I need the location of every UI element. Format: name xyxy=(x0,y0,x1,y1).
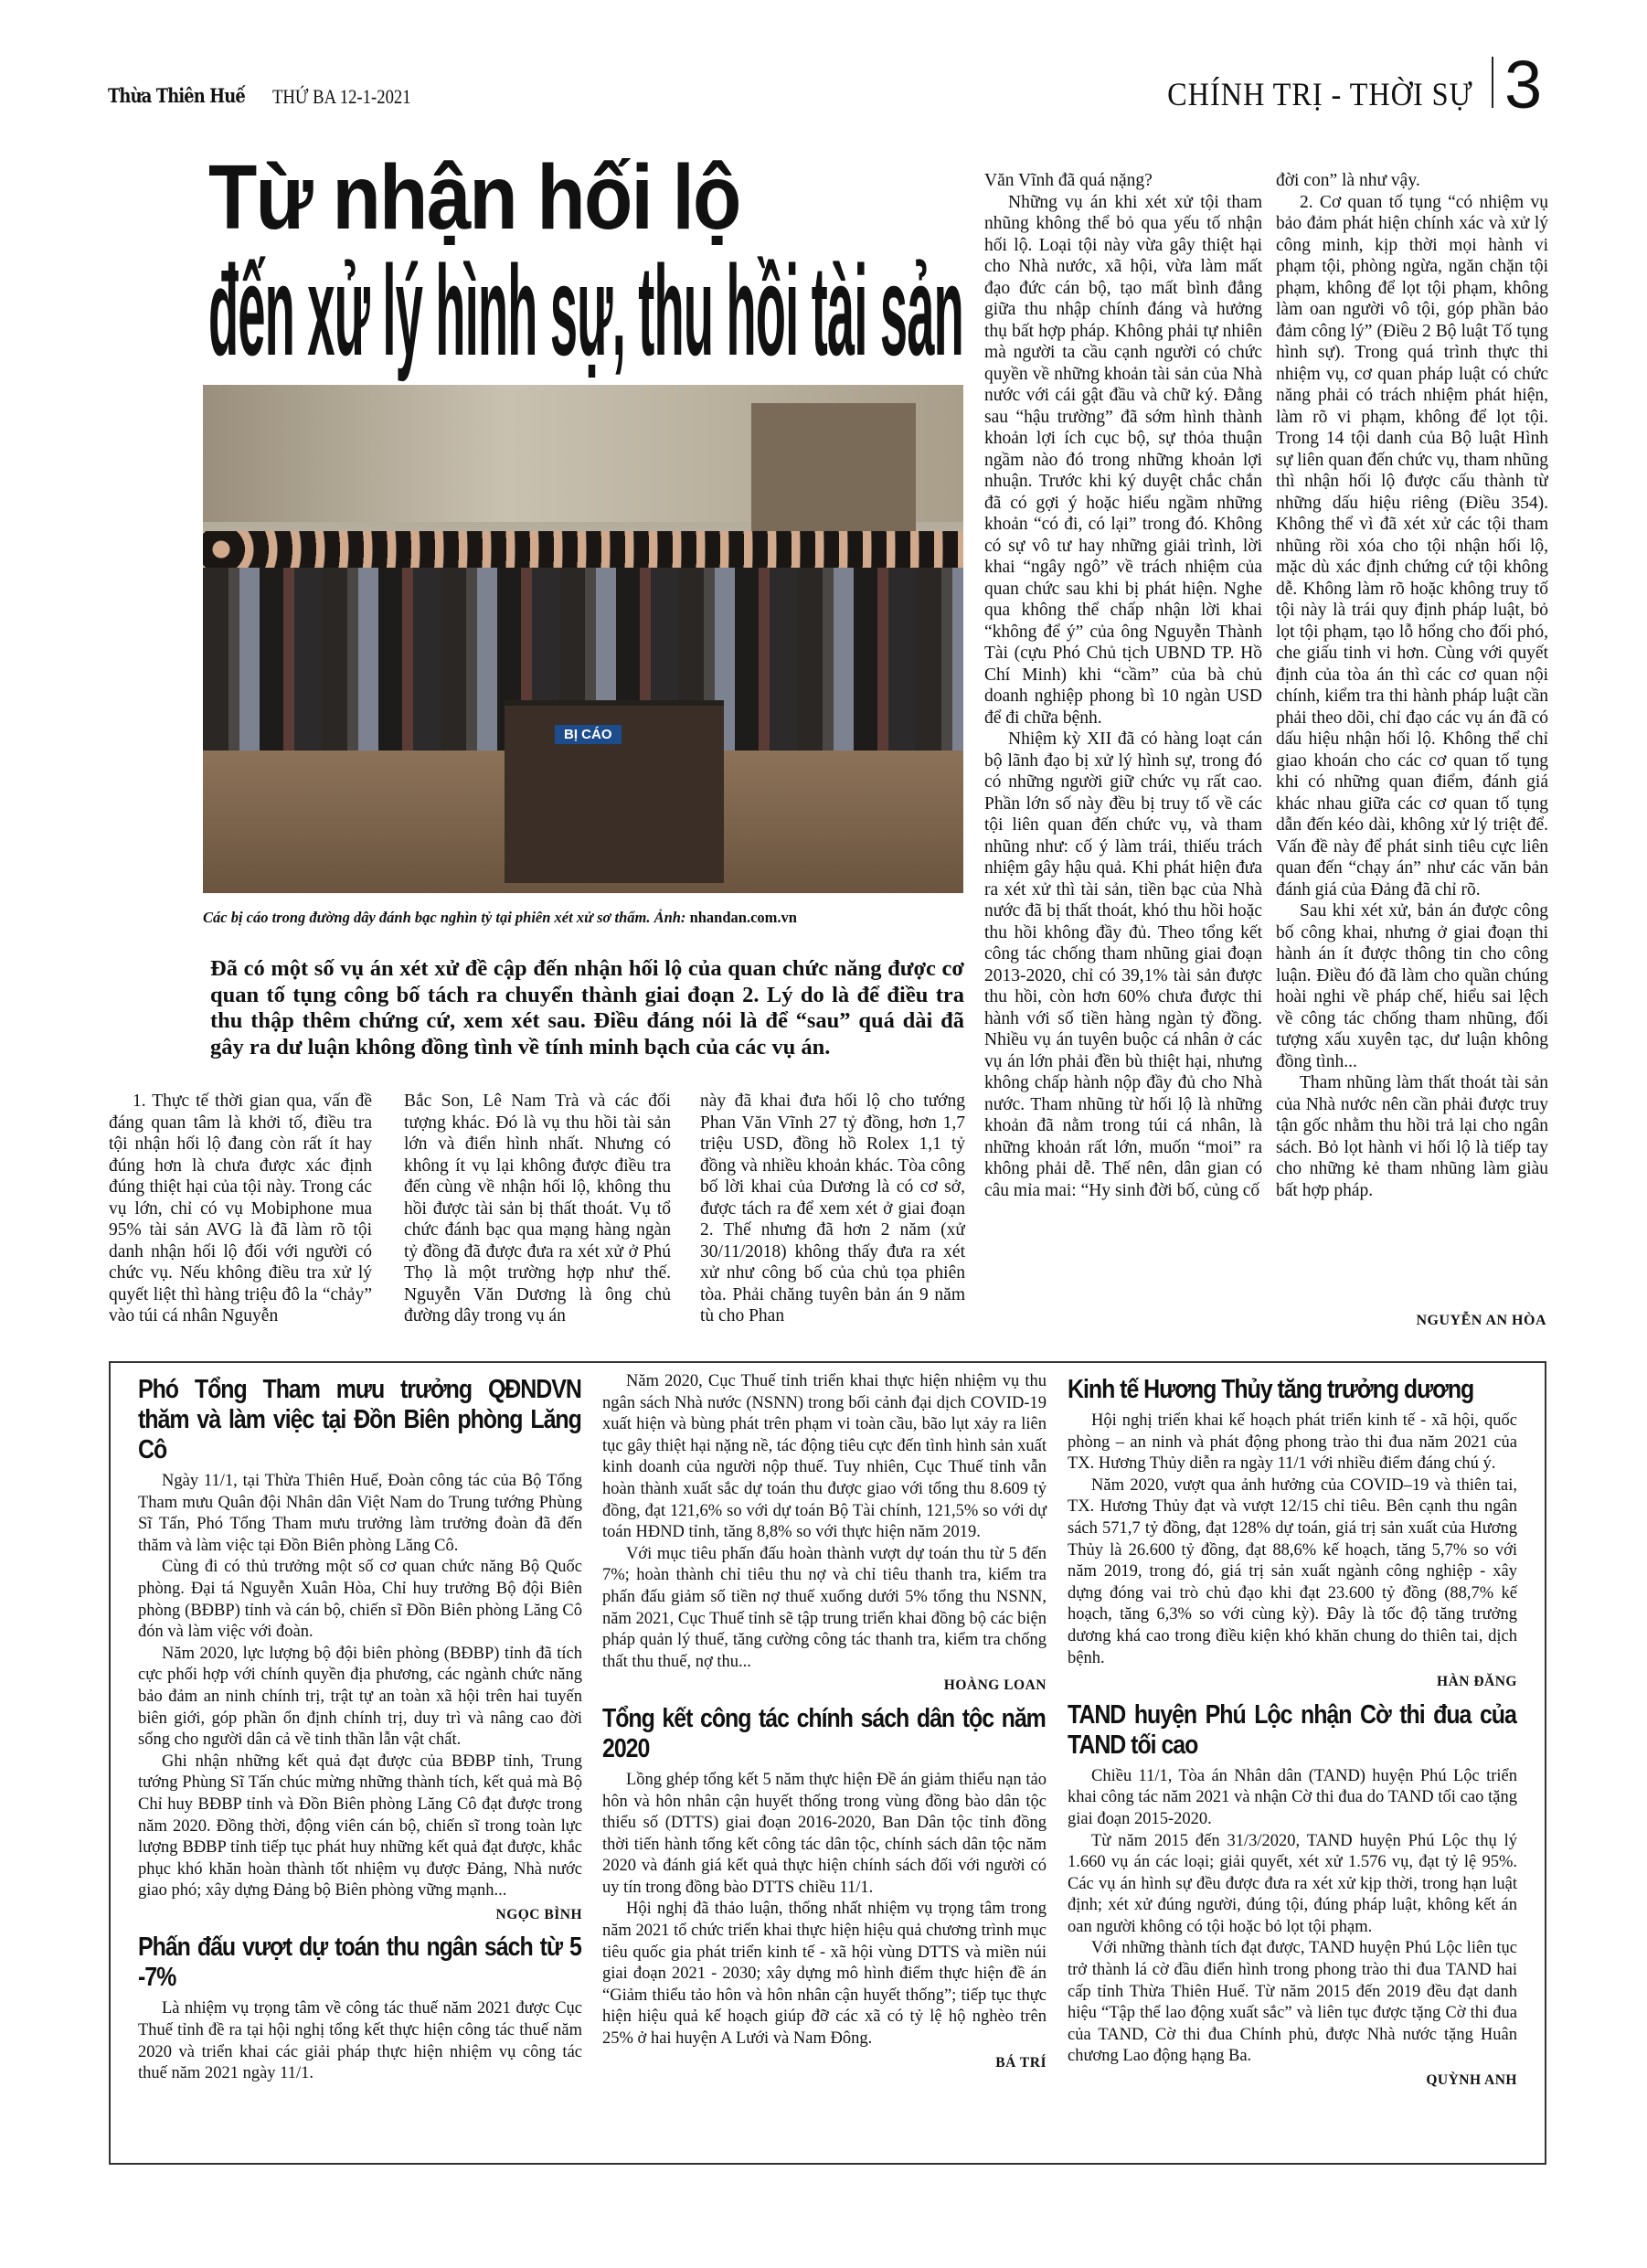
article-byline: NGUYỄN AN HÒA xyxy=(1416,1313,1546,1328)
brief-title: TAND huyện Phú Lộc nhận Cờ thi đua của TAND tối cao xyxy=(1068,1699,1516,1760)
paragraph: Năm 2020, lực lượng bộ đội biên phòng (BĐBP) tỉnh đã tích cực phối hợp với chính quyền địa phương, các ngành chức năng bảo đảm an ninh chính trị, trật tự an toàn xã hội trên hai tuyến biên giới, góp phần ổn định chính trị, duy trì và nâng cao đời sống cho người dân cả về tinh thần lẫn vật chất. xyxy=(138,1644,582,1750)
page-number: 3 xyxy=(1504,47,1543,122)
paragraph: Ghi nhận những kết quả đạt được của BĐBP tỉnh, Trung tướng Phùng Sĩ Tấn chúc mừng những thành tích, kết quả mà Bộ Chỉ huy BĐBP tỉnh và Đồn Biên phòng Lăng Cô đạt được trong năm 2020. Đồng thời, động viên cán bộ, chiến sĩ trong toàn lực lượng BĐBP tỉnh tiếp tục phát huy những kết quả đạt được, khắc phục khó khăn hoàn thành tốt nhiệm vụ được Đảng, Nhà nước giao phó; xây dựng Đảng bộ Biên phòng vững mạnh... xyxy=(138,1752,582,1901)
article-column-3 xyxy=(700,1091,965,1337)
paragraph: Là nhiệm vụ trọng tâm về công tác thuế năm 2021 được Cục Thuế tỉnh đề ra tại hội nghị tổng kết thực hiện công tác thuế năm 2020 và triển khai các giải pháp thực hiện nhiệm vụ công tác thuế năm 2021 ngày 11/1. xyxy=(138,1999,582,2083)
article-photo xyxy=(203,385,963,893)
paragraph: 2. Cơ quan tố tụng “có nhiệm vụ bảo đảm phát hiện chính xác và xử lý công minh, kịp thời mọi hành vi phạm tội, phòng ngừa, ngăn chặn tội phạm, không để lọt tội phạm, không làm oan người vô tội, góp phần bảo đảm công lý” (Điều 2 Bộ luật Tố tụng hình sự). Trong quá trình thực thi nhiệm vụ, cơ quan pháp luật có chức năng phải có trách nhiệm phát hiện, làm rõ vi phạm, không để lọt tội. Trong 14 tội danh của Bộ luật Hình sự liên quan đến chức vụ, tham nhũng thì nhận hối lộ được cấu thành từ những dấu hiệu riêng (Điều 354). Không thể vì đã xét xử các tội tham nhũng rồi xóa cho tội nhận hối lộ, mặc dù xác định chứng cứ tội không dễ. Không làm rõ hoặc không truy tố tội này là trái quy định pháp luật, bỏ lọt tội phạm, tạo lỗ hổng cho đối phó, che giấu tinh vi hơn. Cùng với quyết định của tòa án thì các cơ quan nội chính, kiểm tra thi hành pháp luật cần phải theo dõi, chỉ đạo các vụ án đã có dấu hiệu nhận hối lộ. Không thể chỉ giao khoán cho các cơ quan tố tụng khi có những quan điểm, đánh giá khác nhau giữa các cơ quan tố tụng dẫn đến kéo dài, không xử lý triệt để. Vấn đề này để phát sinh tiêu cực liên quan đến “chạy án” như các văn bản đánh giá của Đảng đã chỉ rõ. xyxy=(1276,192,1548,900)
section-title: CHÍNH TRỊ - THỜI SỰ xyxy=(1167,76,1473,112)
paragraph: Nhiệm kỳ XII đã có hàng loạt cán bộ lãnh đạo bị xử lý hình sự, trong đó có những người giữ chức vụ rất cao. Phần lớn số này đều bị truy tố về các tội liên quan đến chức vụ, và tham nhũng như: cố ý làm trái, thiếu trách nhiệm gây hậu quả. Khi phát hiện đưa ra xét xử thì tài sản, tiền bạc của Nhà nước đã bị thất thoát, khó thu hồi hoặc thu hồi không đầy đủ. Theo tổng kết công tác chống tham nhũng giai đoạn 2013-2020, chỉ có 39,1% tài sản được thu hồi, còn hơn 60% chưa được thi hành với số tiền hàng ngàn tỷ đồng. Nhiều vụ án tuyên buộc cá nhân ở các vụ án lớn phải đền bù thiệt hại, nhưng không chấp hành nộp đầy đủ cho Nhà nước. Tham nhũng từ hối lộ là những khoản đã nằm trong túi cá nhân, là những khoản rất lớn, muốn “moi” ra không phải dễ. Thế nên, dân gian có câu mỉa mai: “Hy sinh đời bố, củng cố xyxy=(984,729,1262,1200)
brief-column-2 xyxy=(602,1371,1047,2081)
paragraph: 1. Thực tế thời gian qua, vấn đề đáng quan tâm là khởi tố, điều tra tội nhận hối lộ đang còn rất ít hay đúng hơn là chưa được xác định đúng thiệt hại của tội này. Trong các vụ lớn, chỉ có vụ Mobiphone mua 95% tài sản AVG là đã làm rõ tội danh nhận hối lộ đối với người có chức vụ. Nếu không điều tra xử lý quyết liệt thì hàng triệu đô la “chảy” vào túi cá nhân Nguyễn xyxy=(109,1091,372,1326)
paragraph: Với mục tiêu phấn đấu hoàn thành vượt dự toán thu từ 5 đến 7%; hoàn thành chỉ tiêu thu nợ và chỉ tiêu thanh tra, kiểm tra phấn đấu giảm số tiền nợ thuế xuống dưới 5% tổng thu NSNN, năm 2021, Cục Thuế tỉnh sẽ tập trung triển khai đồng bộ các biện pháp quản lý thuế, tăng cường công tác thanh tra, kiểm tra chống thất thu thuế, nợ thu... xyxy=(602,1544,1047,1671)
brief-title: Tổng kết công tác chính sách dân tộc năm 2020 xyxy=(602,1703,1046,1763)
article-column-1 xyxy=(109,1091,372,1337)
paragraph: Văn Vĩnh đã quá nặng? xyxy=(984,171,1153,190)
headline-line-2: đến xử lý hình sự, thu hồi tài sản xyxy=(208,239,963,382)
photo-sign: BỊ CÁO xyxy=(555,725,622,744)
newspaper-name: Thừa Thiên Huế xyxy=(108,84,245,107)
paragraph: Ngày 11/1, tại Thừa Thiên Huế, Đoàn công tác của Bộ Tổng Tham mưu Quân đội Nhân dân Việt Nam do Trung tướng Phùng Sĩ Tấn, Phó Tổng Tham mưu trưởng làm trưởng đoàn đã đến thăm và làm việc tại Đồn Biên phòng Lăng Cô. xyxy=(138,1472,582,1555)
article-column-2 xyxy=(404,1091,671,1337)
brief-byline: HÀN ĐĂNG xyxy=(1437,1674,1517,1690)
brief-byline: QUỲNH ANH xyxy=(1426,2072,1517,2089)
paragraph: đời con” là như vậy. xyxy=(1276,171,1420,190)
paragraph: Sau khi xét xử, bản án được công bố công khai, nhưng ở giai đoạn thi hành án ít được thông tin cho công luận. Điều đó đã làm cho quần chúng hoài nghi về pháp chế, hiểu sai lệch về công tác chống tham nhũng, đối tượng xấu xuyên tạc, dư luận không đồng tình... xyxy=(1276,901,1548,1071)
paragraph: Những vụ án khi xét xử tội tham nhũng không thể bỏ qua yếu tố nhận hối lộ. Loại tội này vừa gây thiệt hại cho Nhà nước, xã hội, vừa làm mất đạo đức cán bộ, tạo mất bình đẳng giữa thu nhập chính đáng và hưởng thụ bất hợp pháp. Không phải tự nhiên mà người ta cầu cạnh người có chức quyền về những khoản tài sản của Nhà nước với cái gật đầu và chữ ký. Đằng sau “hậu trường” đã sớm hình thành khoản lợi ích cục bộ, sự thỏa thuận ngầm nào đó trong những khoản lợi nhuận. Trước khi ký duyệt chắc chắn đã có gợi ý hoặc hiểu ngầm những khoản “có đi, có lại” trong đó. Không có sự vô tư hay những giải trình, lời khai “ngây ngô” về trách nhiệm của quan chức sau khi bị phát hiện. Nghe qua không thể chấp nhận lời khai “không để ý” của ông Nguyễn Thành Tài (cựu Phó Chủ tịch UBND TP. Hồ Chí Minh) khi “cầm” của bà chủ doanh nghiệp phong bì 10 ngàn USD để đi chữa bệnh. xyxy=(984,192,1262,728)
caption-source: nhandan.com.vn xyxy=(689,909,797,926)
paragraph: Hội nghị triển khai kế hoạch phát triển kinh tế - xã hội, quốc phòng – an ninh và phát động phong trào thi đua năm 2021 của TX. Hương Thủy diễn ra ngày 11/1 với nhiều điểm đáng chú ý. xyxy=(1068,1411,1517,1474)
brief-byline: NGỌC BÌNH xyxy=(495,1906,582,1922)
paragraph: Bắc Son, Lê Nam Trà và các đối tượng khác. Đó là vụ thu hồi tài sản lớn và điển hình nhất. Nhưng có không ít vụ lại không được điều tra đến cùng về nhận hối lộ, không thu hồi được tài sản bị thất thoát. Vụ tổ chức đánh bạc qua mạng hàng ngàn tỷ đồng đã được đưa ra xét xử ở Phú Thọ là một trường hợp như thế. Nguyễn Văn Dương là ông chủ đường dây trong vụ án xyxy=(404,1091,671,1326)
caption-text: Các bị cáo trong đường dây đánh bạc nghìn tỷ tại phiên xét xử sơ thẩm. Ảnh: xyxy=(203,909,686,926)
article-column-5 xyxy=(1276,170,1548,1313)
brief-title: Phấn đấu vượt dự toán thu ngân sách từ 5 -7% xyxy=(138,1933,581,1993)
article-column-4 xyxy=(984,170,1262,1336)
brief-column-1 xyxy=(138,1371,582,2085)
paragraph: Lồng ghép tổng kết 5 năm thực hiện Đề án giảm thiểu nạn tảo hôn và hôn nhân cận huyết thống trong vùng đồng bào dân tộc thiểu số (DTTS) giai đoạn 2016-2020, Ban Dân tộc tỉnh đồng thời tiến hành tổng kết công tác dân tộc, chính sách dân tộc năm 2020 và đánh giá kết quả thực hiện chính sách đối với người có uy tín trong đồng bào DTTS chiều 11/1. xyxy=(602,1770,1047,1897)
photo-caption xyxy=(203,909,797,927)
paragraph: Tham nhũng làm thất thoát tài sản của Nhà nước nên cần phải được truy tận gốc nhằm thu hồi trả lại cho ngân sách. Bỏ lọt hành vi hối lộ là tiếp tay cho những kẻ tham nhũng làm giàu bất hợp pháp. xyxy=(1276,1073,1548,1200)
paragraph: Cùng đi có thủ trưởng một số cơ quan chức năng Bộ Quốc phòng. Đại tá Nguyễn Xuân Hòa, Chỉ huy trưởng Bộ đội Biên phòng (BĐBP) tỉnh và cán bộ, chiến sĩ Đồn Biên phòng Lăng Cô đón và làm việc với đoàn. xyxy=(138,1558,582,1642)
issue-date: THỨ BA 12-1-2021 xyxy=(272,85,411,108)
brief-title: Kinh tế Hương Thủy tăng trưởng dương xyxy=(1068,1375,1474,1404)
paragraph: Năm 2020, vượt qua ảnh hưởng của COVID–19 và thiên tai, TX. Hương Thủy đạt và vượt 12/15 chỉ tiêu. Bên cạnh thu ngân sách 571,7 tỷ đồng, đạt 128% dự toán, giá trị sản xuất của Hương Thủy là 26.600 tỷ đồng, đạt 88,6% kế hoạch, tăng 5,7% so với năm 2019, trong đó, giá trị sản xuất ngành công nghiệp - xây dựng đóng vai trò chủ đạo khi đạt 23.600 tỷ đồng (88,7% kế hoạch, tăng 6,3% so với cùng kỳ). Đây là tốc độ tăng trưởng dương khá cao trong điều kiện khó khăn chung do thiên tai, dịch bệnh. xyxy=(1068,1475,1517,1667)
brief-byline: HOÀNG LOAN xyxy=(943,1677,1047,1694)
article-lead: Đã có một số vụ án xét xử đề cập đến nhận hối lộ của quan chức năng được cơ quan tố tụng công bố tách ra chuyển thành giai đoạn 2. Lý do là để điều tra thu thập thêm chứng cứ, xem xét sau. Điều đáng nói là để “sau” quá dài đã gây ra dư luận không đồng tình về tính minh bạch của các vụ án. xyxy=(210,956,964,1059)
paragraph: này đã khai đưa hối lộ cho tướng Phan Văn Vĩnh 27 tỷ đồng, hơn 1,7 triệu USD, đồng hồ Rolex 1,1 tỷ đồng và nhiều khoản khác. Tòa công bố lời khai của Dương là có cơ sở, được tách ra để xem xét ở giai đoạn 2. Thế nhưng đã hơn 2 năm (xử 30/11/2018) không thấy đưa ra xét xử như công bố của chủ tọa phiên tòa. Phải chăng tuyên bản án 9 năm tù cho Phan xyxy=(700,1091,965,1326)
paragraph: Hội nghị đã thảo luận, thống nhất nhiệm vụ trọng tâm trong năm 2021 tổ chức triển khai thực hiện hiệu quả chương trình mục tiêu quốc gia phát triển kinh tế - xã hội vùng DTTS và miền núi giai đoạn 2021 - 2030; xây dựng mô hình điểm thực hiện đề án “Giảm thiểu tảo hôn và hôn nhân cận huyết thống”; tiếp tục thực hiện hiệu quả kế hoạch giúp đỡ các xã có tỷ lệ hộ nghèo trên 25% ở hai huyện A Lưới và Nam Đông. xyxy=(602,1900,1047,2049)
paragraph: Năm 2020, Cục Thuế tỉnh triển khai thực hiện nhiệm vụ thu ngân sách Nhà nước (NSNN) trong bối cảnh đại dịch COVID-19 xuất hiện và bùng phát trên phạm vi toàn cầu, bão lụt xảy ra liên tục gây thiệt hại nặng nề, tác động tiêu cực đến tình hình sản xuất kinh doanh của người nộp thuế. Tuy nhiên, Cục Thuế tỉnh vẫn hoàn thành xuất sắc dự toán thu được giao với tổng thu 8.609 tỷ đồng, đạt 121,6% so với dự toán Bộ Tài chính, 121,5% so với dự toán HĐND tỉnh, tăng 8,8% so với thực hiện năm 2019. xyxy=(602,1372,1047,1542)
paragraph: Với những thành tích đạt được, TAND huyện Phú Lộc liên tục trở thành lá cờ đầu điển hình trong phong trào thi đua TAND hai cấp tỉnh Thừa Thiên Huế. Từ năm 2015 đến 2019 đều đạt danh hiệu “Tập thể lao động xuất sắc” và liên tục được tặng Cờ thi đua của TAND, Cờ thi đua Chính phủ, được Nhà nước tặng Huân chương Lao động hạng Ba. xyxy=(1068,1939,1517,2066)
brief-column-3 xyxy=(1068,1371,1517,2099)
brief-byline: BÁ TRÍ xyxy=(995,2054,1047,2071)
paragraph: Từ năm 2015 đến 31/3/2020, TAND huyện Phú Lộc thụ lý 1.660 vụ án các loại; giải quyết, xét xử 1.576 vụ, đạt tỷ lệ 95%. Các vụ án hình sự đều được đưa ra xét xử kịp thời, trong hạn luật định; xét xử đúng người, đúng tội, đúng pháp luật, không kết án oan người không có tội hoặc bỏ lọt tội phạm. xyxy=(1068,1831,1517,1936)
paragraph: Chiều 11/1, Tòa án Nhân dân (TAND) huyện Phú Lộc triển khai công tác năm 2021 và nhận Cờ thi đua do TAND tối cao tặng giai đoạn 2015-2020. xyxy=(1068,1766,1517,1828)
headline-line-1: Từ nhận hối lộ xyxy=(208,146,740,249)
brief-title: Phó Tổng Tham mưu trưởng QĐNDVN thăm và làm việc tại Đồn Biên phòng Lăng Cô xyxy=(138,1375,581,1464)
header-divider xyxy=(1492,57,1493,108)
